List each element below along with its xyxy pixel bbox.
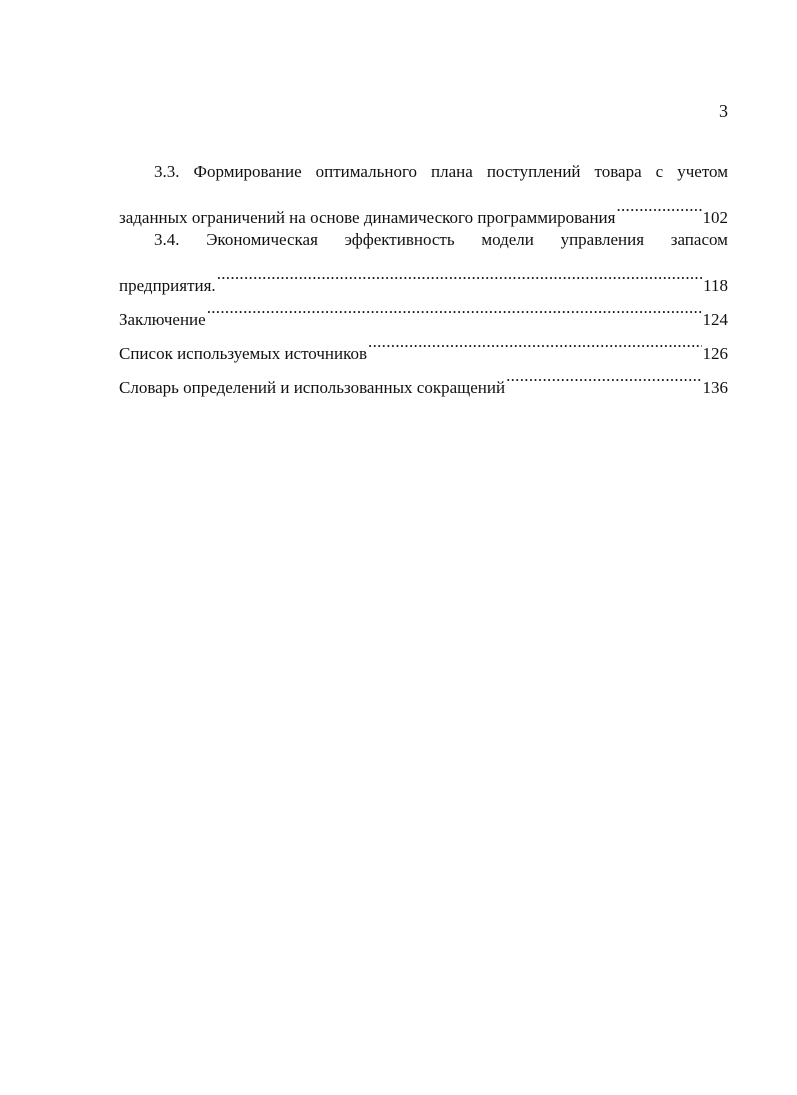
dot-leader — [368, 325, 701, 359]
toc-word: оптимального — [315, 162, 418, 181]
toc-page-number: 136 — [702, 378, 728, 397]
toc-word: Формирование — [193, 162, 302, 181]
dot-leader — [506, 359, 701, 393]
toc-entry-title: заданных ограничений на основе динамического программирования — [119, 208, 616, 227]
toc-page-number: 124 — [702, 310, 728, 329]
toc-entry-3-3-line1 — [119, 155, 728, 189]
toc-entry-references[interactable] — [119, 325, 728, 363]
toc-word: с — [655, 162, 664, 181]
toc-entry-3-3[interactable] — [119, 155, 728, 227]
toc-entry-conclusion-line — [119, 291, 728, 329]
toc-word: плана — [431, 162, 473, 181]
toc-entry-3-4[interactable] — [119, 223, 728, 295]
toc-page-number: 126 — [702, 344, 728, 363]
toc-word: запасом — [670, 230, 728, 249]
dot-leader — [207, 291, 702, 325]
toc-entry-3-3-line2 — [119, 189, 728, 227]
toc-entry-3-4-line2 — [119, 257, 728, 295]
toc-word: управления — [560, 230, 645, 249]
toc-word: модели — [481, 230, 534, 249]
dot-leader — [616, 189, 701, 223]
toc-word: 3.3. — [154, 162, 180, 181]
toc-entry-conclusion[interactable] — [119, 291, 728, 329]
table-of-contents — [119, 155, 728, 397]
toc-word: учетом — [677, 162, 728, 181]
toc-word: эффективность — [344, 230, 455, 249]
toc-entry-title: Список используемых источников — [119, 344, 368, 363]
toc-entry-title: Заключение — [119, 310, 206, 329]
toc-entry-title: Словарь определений и использованных сокращений — [119, 378, 506, 397]
toc-page-number: 102 — [702, 208, 728, 227]
toc-word: Экономическая — [206, 230, 318, 249]
toc-entry-references-line — [119, 325, 728, 363]
toc-entry-3-4-line1 — [119, 223, 728, 257]
toc-entry-title: предприятия. — [119, 276, 216, 295]
page-number: 3 — [719, 101, 728, 121]
toc-word: 3.4. — [154, 230, 180, 249]
dot-leader — [217, 257, 702, 291]
toc-word: товара — [594, 162, 642, 181]
toc-word: поступлений — [486, 162, 581, 181]
toc-page-number: 118 — [703, 276, 728, 295]
